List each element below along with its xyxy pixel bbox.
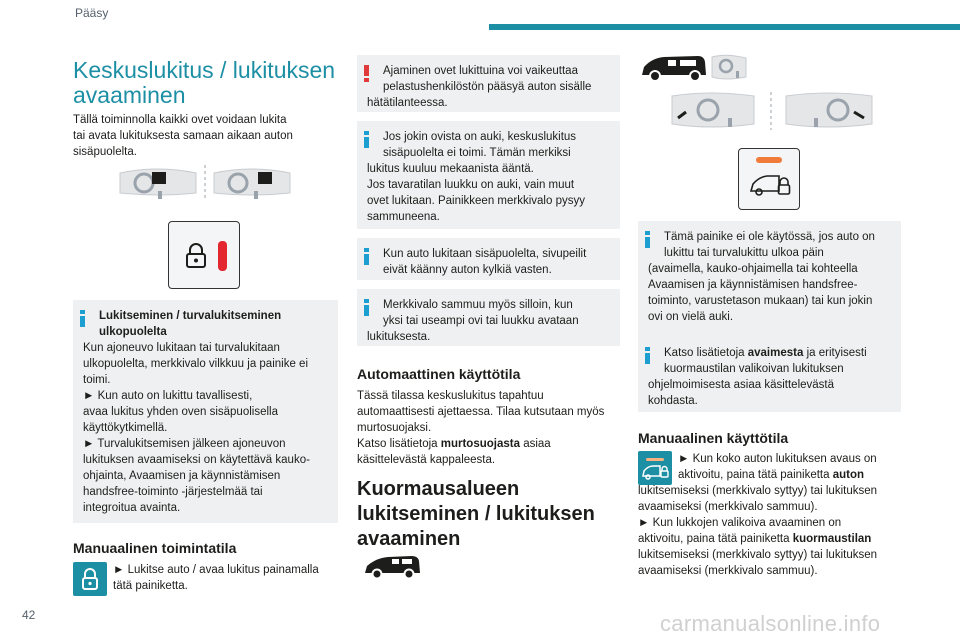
info-line: Avaamisen ja käynnistämisen handsfree- [648,279,858,291]
van-icon [362,553,422,581]
info-line: lukitus kuuluu mekaanista ääntä. [367,163,534,175]
auto-ref-line [357,436,622,452]
manual-line [678,467,903,483]
info-line: Merkkivalo sammuu myös silloin, kun [383,299,573,311]
info-line: ohjelmoimisesta asiaa käsittelevästä [648,379,835,391]
intro-line: Tällä toiminnolla kaikki ovet voidaan lukita [73,114,287,126]
manual-line-pre: aktivoitu, paina tätä painiketta [678,469,833,481]
info-box-key-reference [638,337,901,412]
info-line: kuormaustilan valikoivan lukituksen [664,363,844,375]
info-line: lukituksen avaamiseksi on käytettävä kauko- [83,454,310,466]
manual-line: lukitsemiseksi (merkkivalo syttyy) tai lukituksen [638,485,878,497]
manual-line: avaamiseksi (merkkivalo sammuu). [638,565,818,577]
info-line: (avaimella, kauko-ohjaimella tai kohteella [648,263,858,275]
info-line: integroitua avainta. [83,502,181,514]
manual-line-bold: auton [832,469,865,481]
dashboard-illustration [118,163,293,203]
info-line: toimi. [83,374,111,386]
info-line: käyttökytkimellä. [83,422,168,434]
info-ref-pre: Katso lisätietoja [664,347,748,359]
manual-line: ► Kun koko auton lukituksen avaus on [678,453,877,465]
info-icon [80,310,85,327]
warning-line: Ajaminen ovet lukittuina voi vaikeuttaa [383,65,578,77]
lock-button-icon [73,562,107,596]
info-line: eivät käänny auton kylkiä vasten. [383,264,552,276]
info-icon [364,299,369,316]
cargo-section-title [357,477,622,552]
info-box-title: ulkopuolelta [99,326,167,338]
info-line: toiminto, varustetason mukaan) tai kun jokin [648,295,873,307]
info-line: ulkopuolelta, merkkivalo vilkkuu ja painike ei [83,358,309,370]
info-line: lukituksesta. [367,331,431,343]
cargo-lock-button-image [738,148,800,210]
section-title [73,58,343,108]
info-line: handsfree-toiminto -järjestelmää tai [83,486,263,498]
section-title-line2: avaaminen [73,82,186,108]
info-box-open-door [357,121,620,229]
van-lock-icon [749,173,791,199]
info-line: Jos tavaratilan luukku on auki, vain muut [367,179,575,191]
manual-line: tätä painiketta. [113,580,188,592]
info-line: ovet lukitaan. Painikkeen merkkivalo pysyy [367,195,585,207]
auto-ref-line2: käsittelevästä kappaleesta. [357,454,496,466]
manual-line: ► Lukitse auto / avaa lukitus painamalla [113,564,319,576]
dashboard-doors-illustration [668,90,878,132]
manual-line: ► Kun lukkojen valikoiva avaaminen on [638,517,842,529]
auto-ref-pre: Katso lisätietoja [357,438,441,450]
auto-ref-bold: murtosuojasta [440,438,520,450]
manual-line: lukitsemiseksi (merkkivalo syttyy) tai lukituksen [638,549,878,561]
info-line: ► Kun auto on lukittu tavallisesti, [83,390,253,402]
auto-line: Tässä tilassa keskuslukitus tapahtuu [357,390,544,402]
info-box-mirrors [357,238,620,280]
auto-ref-post: asiaa [520,438,551,450]
warning-icon [364,65,369,82]
info-icon [364,131,369,148]
warning-line: pelastushenkilöstön pääsyä auton sisälle [383,81,592,93]
automatic-mode-text [357,388,622,468]
info-line: lukittu tai turvalukittu ulkoa päin [664,247,824,259]
info-box-title: Lukitseminen / turvalukitseminen [99,310,282,322]
manual-line-pre: aktivoitu, paina tätä painiketta [638,533,793,545]
info-box-indicator [357,289,620,346]
cargo-title-line: lukitseminen / lukituksen [357,503,595,525]
info-line: Jos jokin ovista on auki, keskuslukitus [383,131,577,143]
info-line: Tämä painike ei ole käytössä, jos auto on [664,231,875,243]
info-icon [364,248,369,265]
auto-line: murtosuojaksi. [357,422,432,434]
info-ref-line [664,345,891,361]
info-line: kohdasta. [648,395,698,407]
info-line: avaa lukitus yhden oven sisäpuolisella [83,406,278,418]
header-section-title: Pääsy [75,6,109,20]
page-number: 42 [22,608,36,622]
info-line: ► Turvalukitsemisen jälkeen ajoneuvon [83,438,286,450]
warning-box [357,55,620,112]
info-box-locking-outside [73,300,338,523]
auto-line: automaattisesti ajettaessa. Tilaa kutsutaan myös [357,406,605,418]
intro-line: sisäpuolelta. [73,146,137,158]
watermark: carmanualsonline.info [660,611,881,636]
intro-paragraph [73,112,343,160]
info-line: sisäpuolelta ei toimi. Tämän merkiksi [383,147,571,159]
info-line: Kun ajoneuvo lukitaan tai turvalukitaan [83,342,280,354]
manual-line [638,531,903,547]
info-box-button-disabled [638,221,901,341]
cargo-lock-button-icon [638,451,672,485]
manual-line: avaamiseksi (merkkivalo sammuu). [638,501,818,513]
section-title-line1: Keskuslukitus / lukituksen [73,57,336,83]
manual-cargo-text-1b [638,483,903,579]
manual-mode-heading: Manuaalinen toimintatila [73,540,237,556]
info-icon [645,347,650,364]
header-accent-bar [489,24,960,30]
info-line: ovi on vielä auki. [648,311,734,323]
info-ref-post: ja erityisesti [803,347,867,359]
warning-line: hätätilanteessa. [367,97,448,109]
info-line: sammuneena. [367,211,440,223]
manual-line-bold: kuormaustilan [792,533,872,545]
manual-mode-heading-cargo: Manuaalinen käyttötila [638,430,789,446]
automatic-mode-heading: Automaattinen käyttötila [357,366,521,382]
info-line: yksi tai useampi ovi tai luukku avataan [383,315,579,327]
manual-mode-text [113,562,343,594]
cargo-title-line: avaaminen [357,528,461,550]
red-indicator-icon [218,241,227,271]
intro-line: tai avata lukituksesta samaan aikaan auton [73,130,293,142]
manual-cargo-text-1a [678,451,903,483]
info-ref-bold: avaimesta [747,347,804,359]
info-line: ohjainta, Avaamisen ja käynnistämisen [83,470,281,482]
cargo-title-line: Kuormausalueen [357,478,520,500]
info-icon [645,231,650,248]
padlock-icon [185,243,207,269]
central-lock-button-image [168,221,240,289]
van-side-illustration [640,53,750,83]
info-line: Kun auto lukitaan sisäpuolelta, sivupeilit [383,248,587,260]
orange-indicator-icon [756,157,782,163]
